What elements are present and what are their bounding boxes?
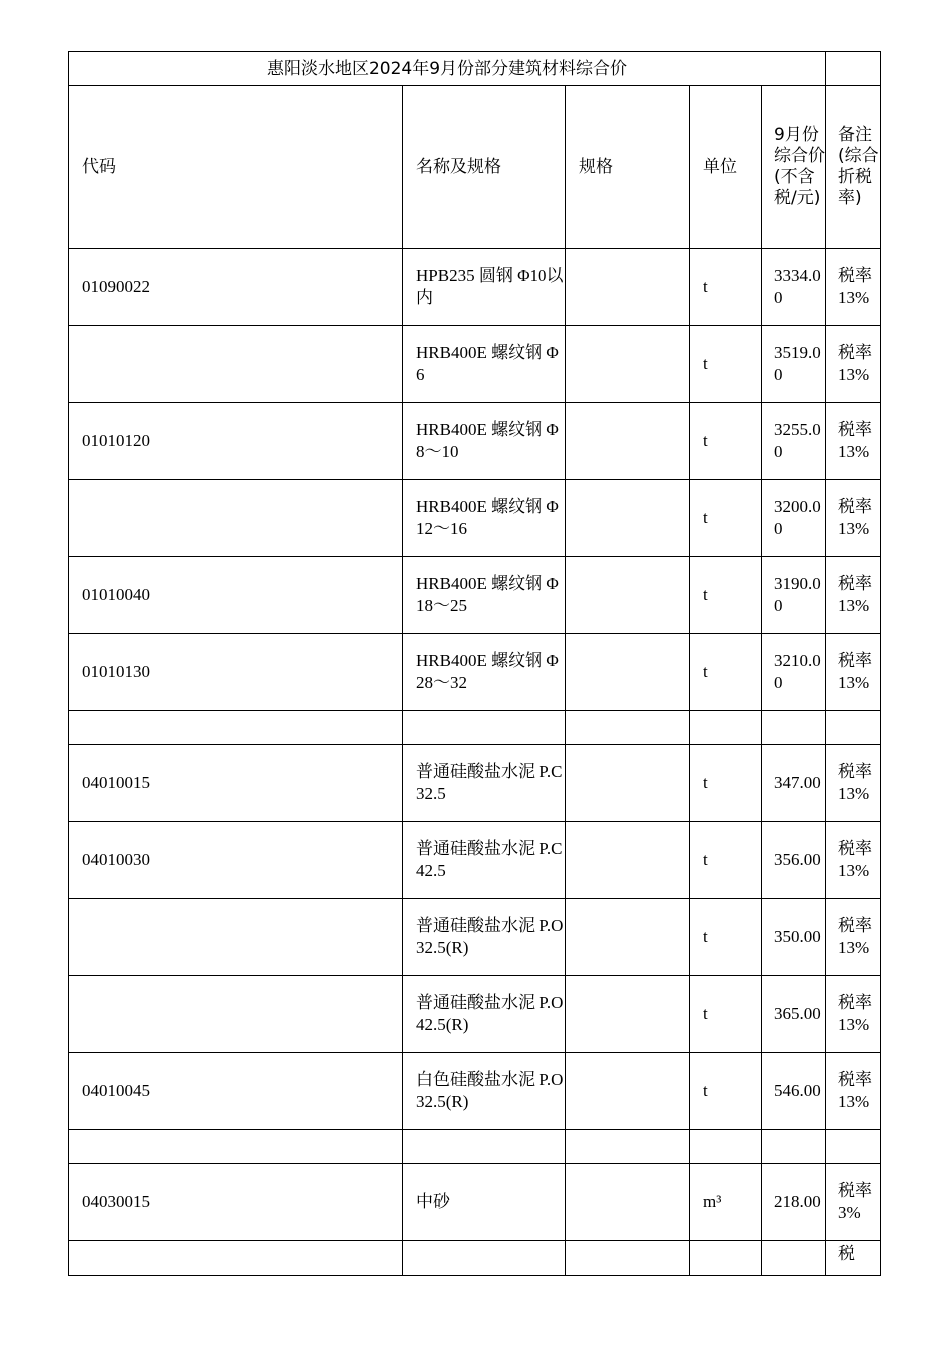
spacer-cell [762,711,826,745]
code-cell: 04010030 [69,822,403,899]
name-cell: HRB400E 螺纹钢 Φ18～25 [403,557,566,634]
table-row [69,634,881,711]
price-table [68,51,881,1276]
unit-cell: t [690,976,762,1053]
spacer-row [69,711,881,745]
title-blank-cell [826,52,881,86]
header-name: 名称及规格 [403,86,566,249]
spec-cell [566,249,690,326]
spec-cell [566,822,690,899]
remark-cell: 税率13% [826,899,881,976]
price-cell: 356.00 [762,822,826,899]
spacer-cell [403,711,566,745]
name-cell: 白色硅酸盐水泥 P.O 32.5(R) [403,1053,566,1130]
spacer-cell [826,711,881,745]
spec-cell [566,403,690,480]
table-row [69,480,881,557]
unit-cell: t [690,822,762,899]
header-spec: 规格 [566,86,690,249]
price-cell: 3334.00 [762,249,826,326]
header-unit: 单位 [690,86,762,249]
table-row [69,976,881,1053]
spec-cell [566,745,690,822]
table-title: 惠阳淡水地区2024年9月份部分建筑材料综合价 [69,52,826,86]
spec-cell [566,899,690,976]
name-cell: 普通硅酸盐水泥 P.O 42.5(R) [403,976,566,1053]
code-cell: 01010120 [69,403,403,480]
code-cell [69,1241,403,1276]
name-cell: 普通硅酸盐水泥 P.O 32.5(R) [403,899,566,976]
remark-cell: 税率13% [826,403,881,480]
spec-cell [566,480,690,557]
remark-cell: 税率3% [826,1164,881,1241]
code-cell [69,326,403,403]
price-cell: 347.00 [762,745,826,822]
unit-cell [690,1241,762,1276]
remark-cell: 税率13% [826,326,881,403]
name-cell: HPB235 圆钢 Φ10以内 [403,249,566,326]
spec-cell [566,634,690,711]
unit-cell: t [690,480,762,557]
table-row [69,403,881,480]
unit-cell: t [690,899,762,976]
spacer-cell [690,1130,762,1164]
price-cell: 3255.00 [762,403,826,480]
unit-cell: t [690,1053,762,1130]
name-cell: 普通硅酸盐水泥 P.C 32.5 [403,745,566,822]
code-cell [69,899,403,976]
price-cell [762,1241,826,1276]
name-cell: HRB400E 螺纹钢 Φ8～10 [403,403,566,480]
name-cell [403,1241,566,1276]
name-cell: HRB400E 螺纹钢 Φ6 [403,326,566,403]
remark-cell: 税率13% [826,634,881,711]
title-row [69,52,881,86]
code-cell: 01010040 [69,557,403,634]
table-row [69,745,881,822]
header-price: 9月份综合价(不含税/元) [762,86,826,249]
header-remark: 备注(综合折税率) [826,86,881,249]
remark-cell: 税率13% [826,249,881,326]
spec-cell [566,1053,690,1130]
name-cell: 中砂 [403,1164,566,1241]
unit-cell: t [690,403,762,480]
code-cell: 01090022 [69,249,403,326]
spec-cell [566,1164,690,1241]
spacer-row [69,1130,881,1164]
price-cell: 3200.00 [762,480,826,557]
spacer-cell [69,711,403,745]
remark-cell: 税率13% [826,557,881,634]
code-cell: 01010130 [69,634,403,711]
price-cell: 218.00 [762,1164,826,1241]
unit-cell: t [690,557,762,634]
remark-cell: 税率13% [826,480,881,557]
table-row [69,899,881,976]
name-cell: HRB400E 螺纹钢 Φ12～16 [403,480,566,557]
spec-cell [566,1241,690,1276]
name-cell: 普通硅酸盐水泥 P.C 42.5 [403,822,566,899]
price-cell: 3519.00 [762,326,826,403]
unit-cell: m³ [690,1164,762,1241]
table-row [69,1053,881,1130]
table-row [69,1164,881,1241]
header-code: 代码 [69,86,403,249]
name-cell: HRB400E 螺纹钢 Φ28～32 [403,634,566,711]
price-cell: 365.00 [762,976,826,1053]
spacer-cell [566,711,690,745]
spacer-cell [403,1130,566,1164]
price-cell: 350.00 [762,899,826,976]
unit-cell: t [690,326,762,403]
remark-cell: 税率13% [826,822,881,899]
spec-cell [566,557,690,634]
spec-cell [566,326,690,403]
spacer-cell [826,1130,881,1164]
table-row [69,557,881,634]
table-row [69,822,881,899]
spec-cell [566,976,690,1053]
price-cell: 3210.00 [762,634,826,711]
remark-cell: 税率13% [826,976,881,1053]
unit-cell: t [690,745,762,822]
spacer-cell [69,1130,403,1164]
table-row [69,249,881,326]
price-cell: 3190.00 [762,557,826,634]
unit-cell: t [690,249,762,326]
spacer-cell [762,1130,826,1164]
code-cell [69,480,403,557]
code-cell [69,976,403,1053]
remark-cell: 税率13% [826,1053,881,1130]
price-cell: 546.00 [762,1053,826,1130]
remark-cell: 税 [826,1241,881,1276]
spacer-cell [566,1130,690,1164]
code-cell: 04010045 [69,1053,403,1130]
code-cell: 04030015 [69,1164,403,1241]
spacer-cell [690,711,762,745]
table-row [69,1241,881,1276]
code-cell: 04010015 [69,745,403,822]
remark-cell: 税率13% [826,745,881,822]
header-row [69,86,881,249]
unit-cell: t [690,634,762,711]
table-row [69,326,881,403]
